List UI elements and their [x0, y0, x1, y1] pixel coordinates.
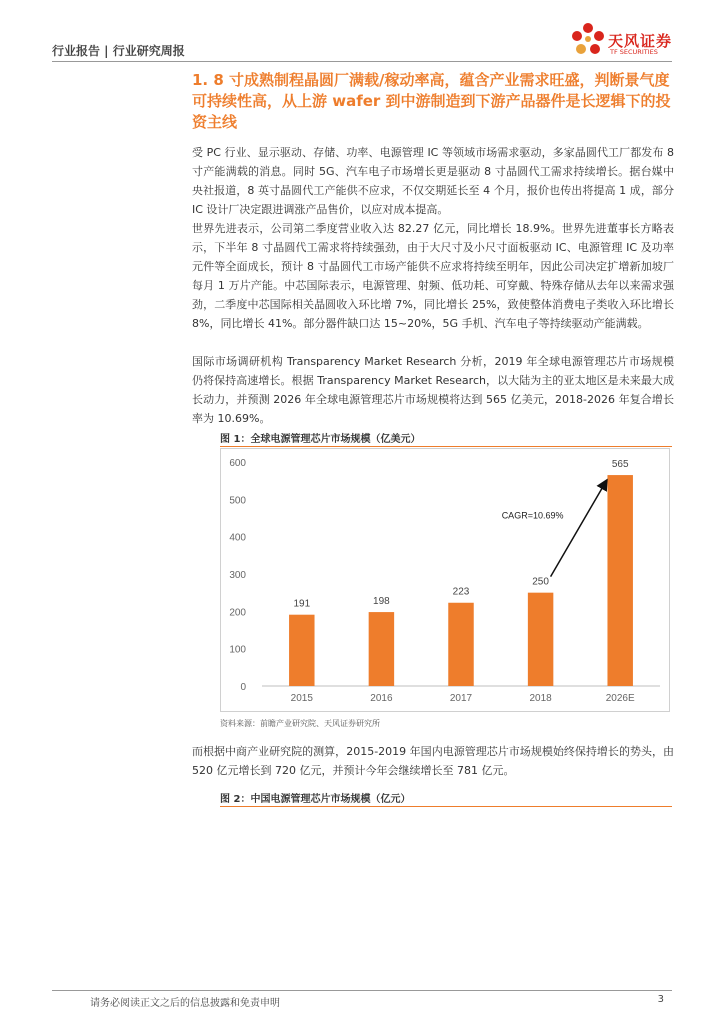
figure1-source: 资料来源：前瞻产业研究院、天风证券研究所	[220, 719, 380, 728]
cagr-arrow	[551, 481, 607, 577]
bar-2016	[369, 612, 394, 686]
figure1-title: 图 1：全球电源管理芯片市场规模（亿美元）	[220, 434, 421, 445]
x-tick-label-2017: 2017	[449, 693, 473, 704]
logo-subtext: TF SECURITIES	[610, 48, 658, 56]
bar-2017	[448, 603, 473, 686]
data-label-2026E: 565	[611, 459, 629, 471]
figure2-title: 图 2：中国电源管理芯片市场规模（亿元）	[220, 794, 411, 805]
data-label-2016: 198	[373, 596, 390, 608]
company-logo	[568, 20, 678, 60]
y-tick-label: 600	[229, 458, 246, 469]
y-tick-label: 300	[229, 570, 246, 581]
figure2-divider	[220, 806, 672, 807]
data-label-2018: 250	[532, 576, 549, 588]
figure1-chart	[220, 448, 670, 712]
bar-2018	[528, 593, 553, 686]
paragraph-4: 而根据中商产业研究院的测算，2015-2019 年国内电源管理芯片市场规模始终保持增长的势头，由 520 亿元增长到 720 亿元，并预计今年会继续增长至 781 亿元。	[192, 745, 674, 777]
data-label-2015: 191	[293, 598, 311, 610]
bar-2015	[289, 615, 314, 686]
header-label: 行业报告 | 行业研究周报	[52, 44, 185, 58]
x-tick-label-2015: 2015	[290, 693, 313, 704]
y-tick-label: 500	[229, 495, 246, 507]
bar-chart-svg	[220, 448, 670, 712]
x-tick-label-2018: 2018	[529, 693, 552, 704]
logo-flower-icon	[568, 20, 608, 60]
x-tick-label-2016: 2016	[370, 693, 393, 704]
y-tick-label: 400	[229, 532, 246, 544]
paragraph-3: 国际市场调研机构 Transparency Market Research 分析，2019 年全球电源管理芯片市场规模仍将保持高速增长。根据 Transparency Market Research，以大陆为主的亚太地区是未来最大成长动力，并预测 2026 年全球电源管理芯片市场规模将达到 565 亿美元，2018-2026 年复合增长率为 10.69%。	[192, 355, 674, 425]
paragraph-2: 世界先进表示，公司第二季度营业收入达 82.27 亿元，同比增长 18.9%。世界先进董事长方略表示，下半年 8 寸晶圆代工需求将持续强劲，由于大尺寸及小尺寸面板驱动 IC、电源管理 IC 及功率元件等全面成长，预计 8 寸晶圆代工市场产能供不应求将持续至明年，因此公司决定扩增新加坡厂每月 1 万片产能。中芯国际表示，电源管理、射频、低功耗、可穿戴、特殊存储从去年以来需求强劲，二季度中芯国际相关晶圆收入环比增 7%，同比增长 25%，致使整体消费电子类收入环比增长 8%，同比增长 41%。部分器件缺口达 15~20%，5G 手机、汽车电子等持续驱动产能满载。	[192, 222, 674, 330]
bar-2026E	[607, 475, 632, 686]
x-tick-label-2026E: 2026E	[605, 693, 635, 704]
figure1-divider	[220, 446, 672, 447]
page-number: 3	[657, 994, 664, 1005]
y-tick-label: 100	[229, 644, 246, 656]
data-label-2017: 223	[452, 586, 470, 598]
paragraph-1: 受 PC 行业、显示驱动、存储、功率、电源管理 IC 等领域市场需求驱动，多家晶圆代工厂都发布 8 寸产能满载的消息。同时 5G、汽车电子市场增长更是驱动 8 寸晶圆代工需求持续增长。据台媒中央社报道，8 英寸晶圆代工产能供不应求，不仅交期延长至 4 个月，报价也传出将提高 1 成，部分 IC 设计厂决定跟进调涨产品售价，以应对成本提高。	[192, 146, 674, 216]
section-title: 1. 8 寸成熟制程晶圆厂满载/稼动率高，蕴含产业需求旺盛，判断景气度可持续性高，从上游 wafer 到中游制造到下游产品器件是长逻辑下的投资主线	[192, 71, 671, 131]
y-tick-label: 200	[229, 607, 246, 619]
cagr-annotation: CAGR=10.69%	[501, 510, 564, 521]
logo-text: 天风证券	[608, 32, 673, 50]
page-header	[0, 0, 724, 62]
footer-disclaimer: 请务必阅读正文之后的信息披露和免责申明	[90, 998, 280, 1009]
header-divider	[52, 61, 672, 62]
y-tick-label: 0	[240, 682, 246, 693]
footer-divider	[52, 990, 672, 991]
